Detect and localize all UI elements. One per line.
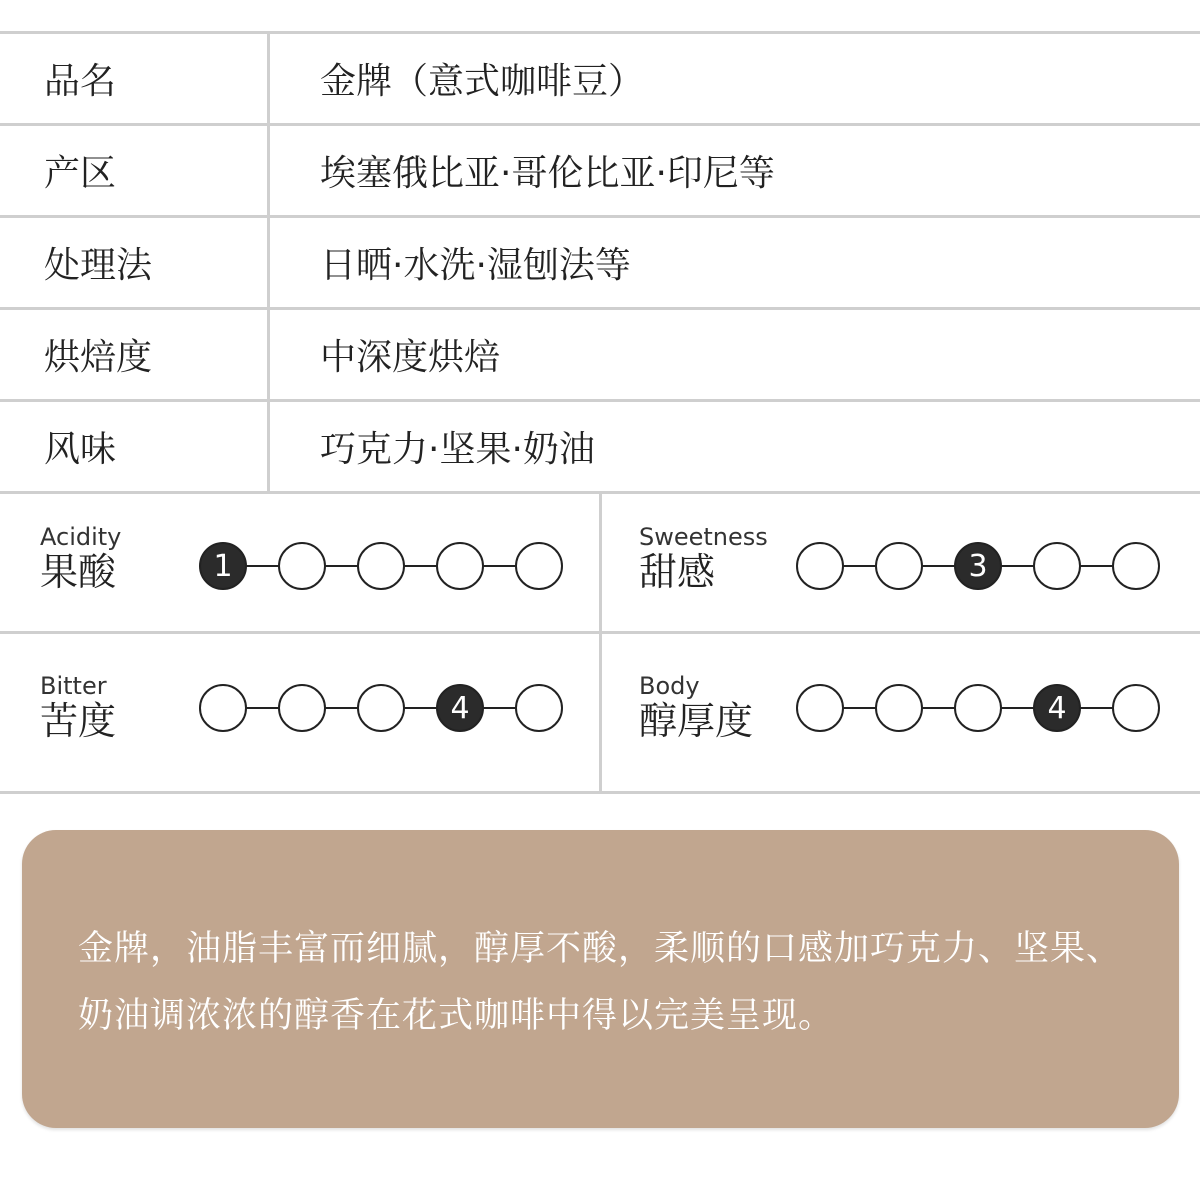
rating-scale <box>796 684 1158 732</box>
info-label: 风味 <box>0 402 270 491</box>
rating-scale <box>199 542 561 590</box>
rating-sweetness <box>602 491 1200 631</box>
rating-zh-label: 苦度 <box>40 699 117 743</box>
rating-dot-filled: 1 <box>199 542 247 590</box>
rating-labels <box>639 672 753 742</box>
rating-zh-label: 醇厚度 <box>639 699 754 743</box>
rating-dot <box>357 542 405 590</box>
rating-dot-filled: 3 <box>954 542 1002 590</box>
info-label: 品名 <box>0 34 270 123</box>
rating-dot <box>357 684 405 732</box>
rating-dot <box>875 684 923 732</box>
rating-dot <box>515 542 563 590</box>
info-value: 日晒·水洗·湿刨法等 <box>320 245 631 286</box>
info-value: 中深度烘焙 <box>320 337 501 378</box>
rating-bitter <box>0 634 602 791</box>
info-row-flavor <box>0 402 1200 494</box>
rating-en-label: Acidity <box>40 523 122 551</box>
rating-zh-label: 果酸 <box>40 550 117 594</box>
rating-dot <box>515 684 563 732</box>
info-label: 产区 <box>0 126 270 215</box>
info-label: 烘焙度 <box>0 310 270 399</box>
rating-dot <box>796 542 844 590</box>
rating-dot <box>278 684 326 732</box>
rating-zh-label: 甜感 <box>639 550 716 594</box>
info-row-name <box>0 34 1200 126</box>
rating-dot-filled: 4 <box>436 684 484 732</box>
rating-dot <box>1112 542 1160 590</box>
rating-acidity <box>0 491 602 631</box>
rating-dot <box>199 684 247 732</box>
rating-labels <box>40 672 116 742</box>
rating-dot <box>436 542 484 590</box>
info-label: 处理法 <box>0 218 270 307</box>
rating-en-label: Bitter <box>40 672 107 700</box>
info-value: 金牌（意式咖啡豆） <box>320 61 645 102</box>
rating-dot <box>954 684 1002 732</box>
rating-scale <box>199 684 561 732</box>
rating-en-label: Body <box>639 672 700 700</box>
description-text: 金牌，油脂丰富而细腻，醇厚不酸，柔顺的口感加巧克力、坚果、奶油调浓浓的醇香在花式咖啡中得以完美呈现。 <box>78 929 1123 1036</box>
rating-dot <box>1112 684 1160 732</box>
info-value: 巧克力·坚果·奶油 <box>320 429 595 470</box>
rating-scale <box>796 542 1158 590</box>
info-row-roast <box>0 310 1200 402</box>
info-row-origin <box>0 126 1200 218</box>
rating-dot <box>796 684 844 732</box>
rating-row <box>0 634 1200 794</box>
rating-en-label: Sweetness <box>639 523 768 551</box>
rating-labels <box>40 523 121 593</box>
rating-labels <box>639 523 768 593</box>
product-info-table <box>0 31 1200 494</box>
rating-dot <box>875 542 923 590</box>
rating-row <box>0 491 1200 634</box>
info-value: 埃塞俄比亚·哥伦比亚·印尼等 <box>320 153 775 194</box>
rating-dot-filled: 4 <box>1033 684 1081 732</box>
taste-ratings <box>0 491 1200 794</box>
rating-dot <box>1033 542 1081 590</box>
rating-dot <box>278 542 326 590</box>
info-row-process <box>0 218 1200 310</box>
description-card <box>22 830 1179 1128</box>
rating-body <box>602 634 1200 791</box>
